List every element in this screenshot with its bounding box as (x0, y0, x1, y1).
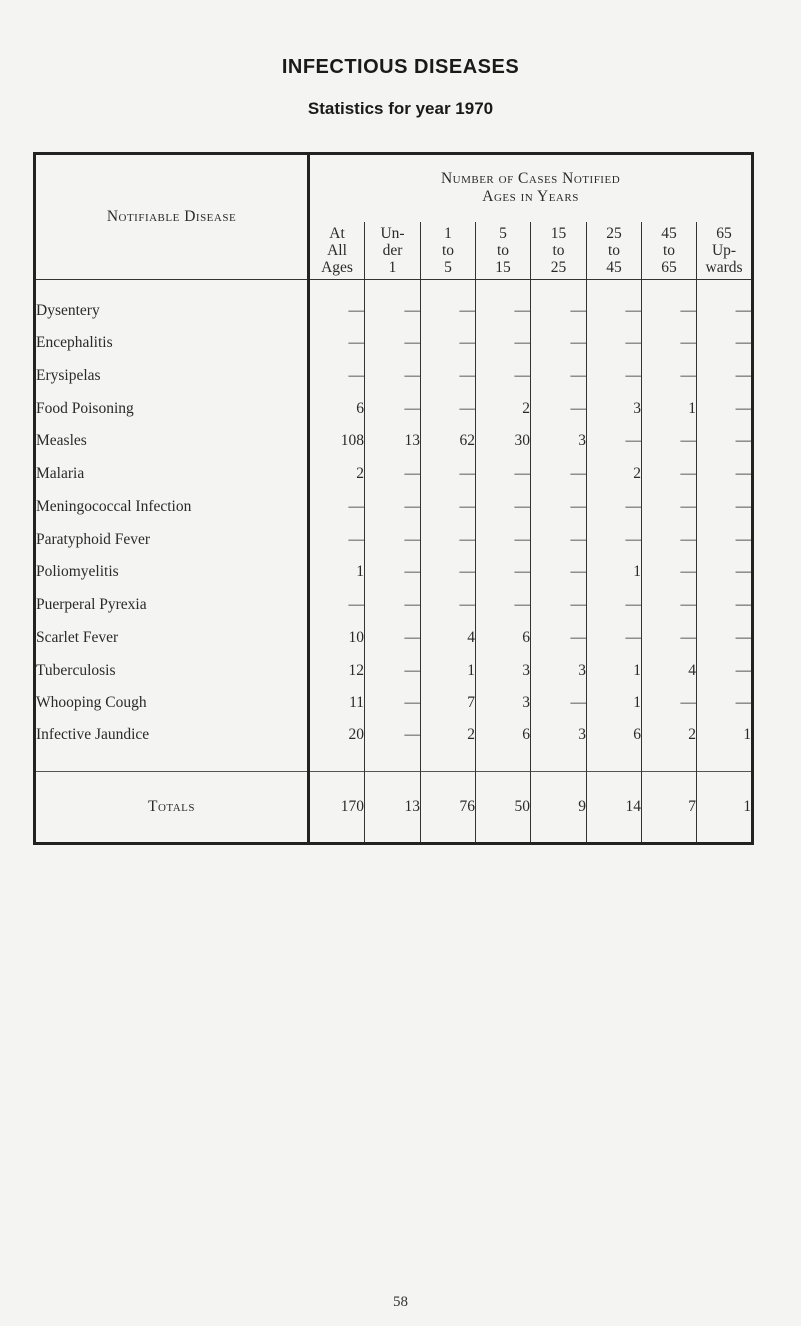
table-row (35, 279, 753, 326)
page-number: 58 (393, 1294, 408, 1310)
cell-value: 6 (476, 720, 531, 772)
cell-value: — (697, 458, 753, 491)
table-row (35, 720, 753, 772)
age-column-header (531, 222, 587, 280)
cell-value: — (642, 556, 697, 589)
cell-value: 2 (476, 392, 531, 425)
cell-value: — (587, 589, 642, 622)
cell-value: — (476, 523, 531, 556)
cell-value: — (642, 425, 697, 458)
cases-group-header (309, 154, 753, 222)
cell-value: — (697, 359, 753, 392)
cell-value: 2 (642, 720, 697, 772)
disease-name: Malaria (36, 465, 85, 483)
cell-value: — (476, 359, 531, 392)
cell-value: — (421, 458, 476, 491)
cell-value: 30 (476, 425, 531, 458)
cell-value: — (309, 589, 365, 622)
cell-value: — (365, 687, 421, 720)
cell-value: — (587, 279, 642, 326)
cell-value: 12 (309, 654, 365, 687)
cell-value: — (365, 622, 421, 655)
cell-value: — (697, 392, 753, 425)
cell-value: — (421, 556, 476, 589)
cell-value: 2 (587, 458, 642, 491)
table-row (35, 458, 753, 491)
age-column-header-line: 65 (661, 258, 677, 276)
cell-value: — (309, 327, 365, 360)
total-value: 1 (697, 771, 753, 843)
cell-value: 1 (697, 720, 753, 772)
cell-value: — (476, 279, 531, 326)
age-column-header-line: 65 (716, 224, 732, 242)
cell-value: — (365, 279, 421, 326)
disease-name: Encephalitis (36, 333, 113, 351)
table-row (35, 556, 753, 589)
cell-value: 6 (309, 392, 365, 425)
cell-value: — (642, 458, 697, 491)
header-row-group (35, 154, 753, 222)
table-row (35, 622, 753, 655)
age-column-header (421, 222, 476, 280)
cell-value: — (587, 622, 642, 655)
disease-column-header-label: Notifiable Disease (106, 207, 237, 225)
table-row (35, 392, 753, 425)
table-row (35, 589, 753, 622)
cell-value: — (365, 327, 421, 360)
cell-value: — (365, 359, 421, 392)
cell-value: — (642, 279, 697, 326)
total-value: 76 (421, 771, 476, 843)
page-title: INFECTIOUS DISEASES (281, 56, 520, 78)
table-row (35, 654, 753, 687)
table-row (35, 327, 753, 360)
cell-value: 1 (309, 556, 365, 589)
cell-value: — (476, 556, 531, 589)
age-column-header-line: to (552, 241, 565, 259)
cell-value: — (309, 490, 365, 523)
age-column-header-line: to (496, 241, 510, 259)
age-column-header-line: At (329, 224, 345, 242)
cell-value: — (531, 359, 587, 392)
cell-value: — (697, 654, 753, 687)
cell-value: — (531, 556, 587, 589)
cell-value: — (476, 490, 531, 523)
cell-value: — (476, 458, 531, 491)
age-column-header-line: to (441, 241, 455, 259)
cell-value: — (697, 622, 753, 655)
cell-value: 3 (587, 392, 642, 425)
cell-value: — (642, 490, 697, 523)
age-column-header-line: 15 (550, 224, 567, 242)
cell-value: 1 (642, 392, 697, 425)
age-column-header-line: Up- (711, 241, 737, 259)
age-column-header (476, 222, 531, 280)
cell-value: — (697, 425, 753, 458)
cell-value: — (642, 327, 697, 360)
totals-label: Totals (35, 771, 309, 843)
cell-value: 2 (309, 458, 365, 491)
total-value: 14 (587, 771, 642, 843)
cell-value: 7 (421, 687, 476, 720)
cell-value: — (587, 490, 642, 523)
age-column-header-line: Un- (380, 224, 405, 242)
cell-value: — (531, 589, 587, 622)
total-value: 9 (531, 771, 587, 843)
disease-name: Food Poisoning (36, 399, 134, 417)
age-column-header-line: 25 (606, 224, 622, 242)
cell-value: — (309, 279, 365, 326)
page-subtitle: Statistics for year 1970 (307, 99, 494, 118)
cell-value: — (531, 523, 587, 556)
cell-value: — (309, 359, 365, 392)
age-column-header-line: 15 (495, 258, 511, 276)
age-column-header (642, 222, 697, 280)
age-column-header (697, 222, 753, 280)
cell-value: 62 (421, 425, 476, 458)
cell-value: — (421, 589, 476, 622)
cell-value: 1 (587, 556, 642, 589)
cell-value: — (587, 359, 642, 392)
cell-value: — (365, 458, 421, 491)
cell-value: — (697, 490, 753, 523)
cell-value: 11 (309, 687, 365, 720)
age-column-header-line: to (607, 241, 621, 259)
cases-group-header-line1: Number of Cases Notified (440, 170, 621, 188)
table-row (35, 490, 753, 523)
cell-value: — (697, 523, 753, 556)
disease-name: Scarlet Fever (36, 628, 119, 646)
age-column-header-line: der (382, 241, 403, 259)
cell-value: 3 (476, 654, 531, 687)
cell-value: — (421, 327, 476, 360)
age-column-header-line: wards (705, 258, 743, 276)
cell-value: — (697, 556, 753, 589)
age-column-header-line: Ages (321, 258, 353, 276)
age-column-header-line: to (662, 241, 676, 259)
cell-value: — (642, 622, 697, 655)
cell-value: 2 (421, 720, 476, 772)
disease-name: Tuberculosis (36, 661, 116, 679)
cell-value: 4 (642, 654, 697, 687)
cell-value: — (531, 622, 587, 655)
total-value: 50 (476, 771, 531, 843)
cell-value: 6 (476, 622, 531, 655)
cell-value: — (421, 523, 476, 556)
age-column-header-line: 45 (606, 258, 622, 276)
cell-value: — (697, 589, 753, 622)
age-column-header-line: 1 (444, 224, 452, 242)
disease-name: Poliomyelitis (36, 563, 119, 581)
age-column-header-line: 5 (499, 224, 507, 242)
cell-value: — (365, 392, 421, 425)
cell-value: — (642, 589, 697, 622)
cell-value: — (697, 687, 753, 720)
cell-value: — (531, 327, 587, 360)
cell-value: 20 (309, 720, 365, 772)
age-column-header-line: 45 (661, 224, 677, 242)
cell-value: — (365, 490, 421, 523)
cell-value: — (531, 458, 587, 491)
cell-value: 3 (476, 687, 531, 720)
cell-value: 4 (421, 622, 476, 655)
cell-value: — (531, 490, 587, 523)
age-column-header-line: All (327, 241, 347, 259)
cell-value: — (642, 687, 697, 720)
cell-value: 1 (421, 654, 476, 687)
cell-value: — (365, 654, 421, 687)
disease-name: Paratyphoid Fever (36, 530, 151, 548)
cell-value: — (309, 523, 365, 556)
disease-name: Erysipelas (36, 366, 101, 384)
cell-value: 1 (587, 687, 642, 720)
cell-value: — (587, 523, 642, 556)
cell-value: — (587, 425, 642, 458)
cell-value: 13 (365, 425, 421, 458)
table-row (35, 425, 753, 458)
cell-value: 108 (309, 425, 365, 458)
cell-value: — (421, 392, 476, 425)
disease-column-header (35, 154, 309, 280)
cell-value: — (531, 279, 587, 326)
age-column-header-line: 1 (388, 258, 397, 276)
totals-row (35, 771, 753, 843)
age-column-header-line: 25 (550, 258, 567, 276)
cell-value: — (421, 279, 476, 326)
cell-value: 6 (587, 720, 642, 772)
disease-name: Dysentery (36, 302, 100, 320)
age-column-header (365, 222, 421, 280)
cell-value: 3 (531, 425, 587, 458)
cell-value: — (531, 687, 587, 720)
cell-value: — (365, 589, 421, 622)
cell-value: — (365, 523, 421, 556)
disease-name: Whooping Cough (36, 694, 147, 712)
cell-value: — (365, 720, 421, 772)
cell-value: — (587, 327, 642, 360)
cell-value: — (476, 589, 531, 622)
cell-value: — (531, 392, 587, 425)
table-row (35, 359, 753, 392)
disease-name: Infective Jaundice (36, 726, 150, 744)
cell-value: — (365, 556, 421, 589)
cell-value: 10 (309, 622, 365, 655)
table-row (35, 523, 753, 556)
cell-value: 3 (531, 720, 587, 772)
cell-value: 1 (587, 654, 642, 687)
total-value: 7 (642, 771, 697, 843)
disease-name: Measles (36, 432, 87, 450)
cell-value: — (421, 359, 476, 392)
cell-value: — (697, 279, 753, 326)
table-row (35, 687, 753, 720)
infectious-diseases-table (33, 152, 754, 845)
cell-value: — (421, 490, 476, 523)
age-column-header (587, 222, 642, 280)
age-column-header-line: 5 (444, 258, 452, 276)
cell-value: — (697, 327, 753, 360)
cell-value: 3 (531, 654, 587, 687)
total-value: 170 (309, 771, 365, 843)
cases-group-header-line2: Ages in Years (482, 188, 579, 206)
total-value: 13 (365, 771, 421, 843)
cell-value: — (642, 359, 697, 392)
cell-value: — (642, 523, 697, 556)
age-column-header (309, 222, 365, 280)
cell-value: — (476, 327, 531, 360)
disease-name: Puerperal Pyrexia (36, 596, 147, 614)
disease-name: Meningococcal Infection (36, 497, 192, 515)
